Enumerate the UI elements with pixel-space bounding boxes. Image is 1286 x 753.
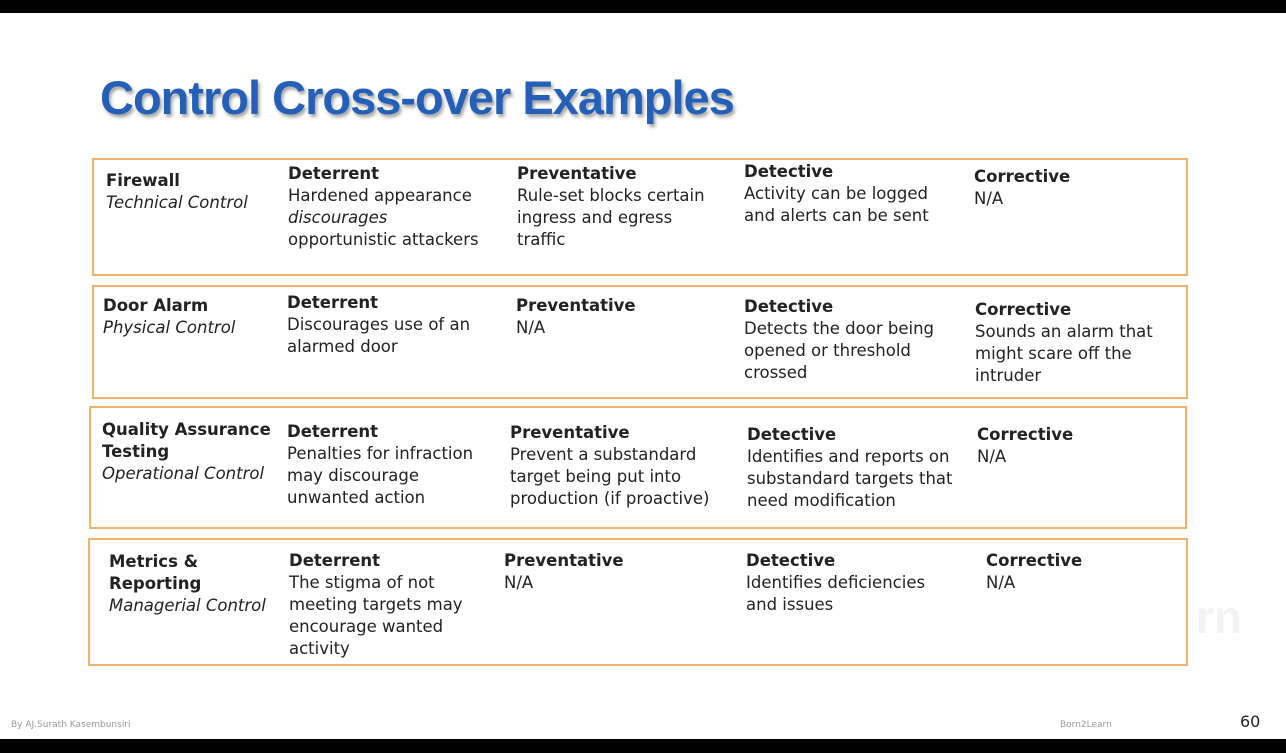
- deterrent-text: Discourages use of an alarmed door: [287, 315, 471, 356]
- control-name: Door Alarm: [103, 296, 209, 315]
- detective-heading: Detective: [744, 297, 834, 316]
- corrective-cell: [974, 166, 1174, 210]
- control-row-quality-assurance: [89, 406, 1187, 529]
- corrective-heading: Corrective: [975, 300, 1072, 319]
- detective-cell: [746, 550, 961, 616]
- page-number: 60: [1240, 712, 1261, 731]
- preventative-cell: [504, 550, 699, 594]
- corrective-heading: Corrective: [977, 425, 1074, 444]
- control-type: Managerial Control: [109, 596, 266, 615]
- deterrent-cell: [288, 163, 493, 251]
- control-name: Metrics & Reporting: [109, 552, 202, 593]
- deterrent-text: The stigma of not meeting targets may encourage wanted activity: [289, 573, 463, 658]
- control-row-metrics-reporting: [88, 538, 1188, 666]
- deterrent-text: Penalties for infraction may discourage unwanted action: [287, 444, 474, 507]
- deterrent-heading: Deterrent: [287, 422, 379, 441]
- corrective-text: N/A: [986, 573, 1016, 592]
- preventative-cell: [510, 422, 725, 510]
- preventative-text: Rule-set blocks certain ingress and egress traffic: [517, 186, 705, 249]
- deterrent-cell: [287, 292, 492, 358]
- preventative-text: N/A: [504, 573, 534, 592]
- deterrent-heading: Deterrent: [288, 164, 380, 183]
- control-label: [106, 170, 276, 214]
- control-label: [102, 419, 282, 485]
- watermark: rn: [1196, 591, 1242, 643]
- corrective-cell: [975, 299, 1175, 387]
- top-letterbox-bar: [0, 0, 1286, 13]
- deterrent-text-pre: Hardened appearance: [288, 186, 472, 205]
- corrective-text: N/A: [974, 189, 1004, 208]
- detective-text: Activity can be logged and alerts can be sent: [744, 184, 929, 225]
- deterrent-heading: Deterrent: [289, 551, 381, 570]
- preventative-cell: [516, 295, 711, 339]
- control-name: Firewall: [106, 171, 180, 190]
- control-row-firewall: [92, 158, 1188, 276]
- corrective-text: N/A: [977, 447, 1007, 466]
- preventative-heading: Preventative: [517, 164, 637, 183]
- footer-brand: Born2Learn: [1060, 720, 1112, 730]
- footer-author: By AJ.Surath Kasembunsiri: [11, 720, 131, 730]
- detective-cell: [747, 424, 969, 512]
- corrective-heading: Corrective: [974, 167, 1071, 186]
- control-name: Quality Assurance Testing: [102, 420, 271, 461]
- preventative-text: N/A: [516, 318, 546, 337]
- deterrent-text-post: opportunistic attackers: [288, 230, 479, 249]
- deterrent-cell: [287, 421, 492, 509]
- deterrent-text-emphasis: discourages: [288, 208, 388, 227]
- detective-heading: Detective: [744, 162, 834, 181]
- preventative-text: Prevent a substandard target being put into production (if proactive): [510, 445, 710, 508]
- detective-heading: Detective: [746, 551, 836, 570]
- corrective-text: Sounds an alarm that might scare off the intruder: [975, 322, 1153, 385]
- control-row-door-alarm: [92, 285, 1188, 399]
- control-type: Physical Control: [103, 318, 236, 337]
- detective-text: Identifies deficiencies and issues: [746, 573, 926, 614]
- detective-cell: [744, 296, 954, 384]
- corrective-heading: Corrective: [986, 551, 1083, 570]
- corrective-cell: [986, 550, 1181, 594]
- deterrent-heading: Deterrent: [287, 293, 379, 312]
- preventative-heading: Preventative: [510, 423, 630, 442]
- detective-text: Identifies and reports on substandard targets that need modification: [747, 447, 953, 510]
- detective-text: Detects the door being opened or threshold crossed: [744, 319, 935, 382]
- preventative-heading: Preventative: [504, 551, 624, 570]
- detective-cell: [744, 161, 954, 227]
- bottom-letterbox-bar: [0, 739, 1286, 753]
- deterrent-text: [288, 185, 493, 251]
- control-type: Operational Control: [102, 464, 265, 483]
- detective-heading: Detective: [747, 425, 837, 444]
- deterrent-cell: [289, 550, 479, 660]
- slide-title: Control Cross-over Examples: [100, 71, 734, 124]
- preventative-cell: [517, 163, 712, 251]
- preventative-heading: Preventative: [516, 296, 636, 315]
- control-label: [103, 295, 278, 339]
- control-type: Technical Control: [106, 193, 248, 212]
- corrective-cell: [977, 424, 1177, 468]
- control-label: [109, 551, 274, 617]
